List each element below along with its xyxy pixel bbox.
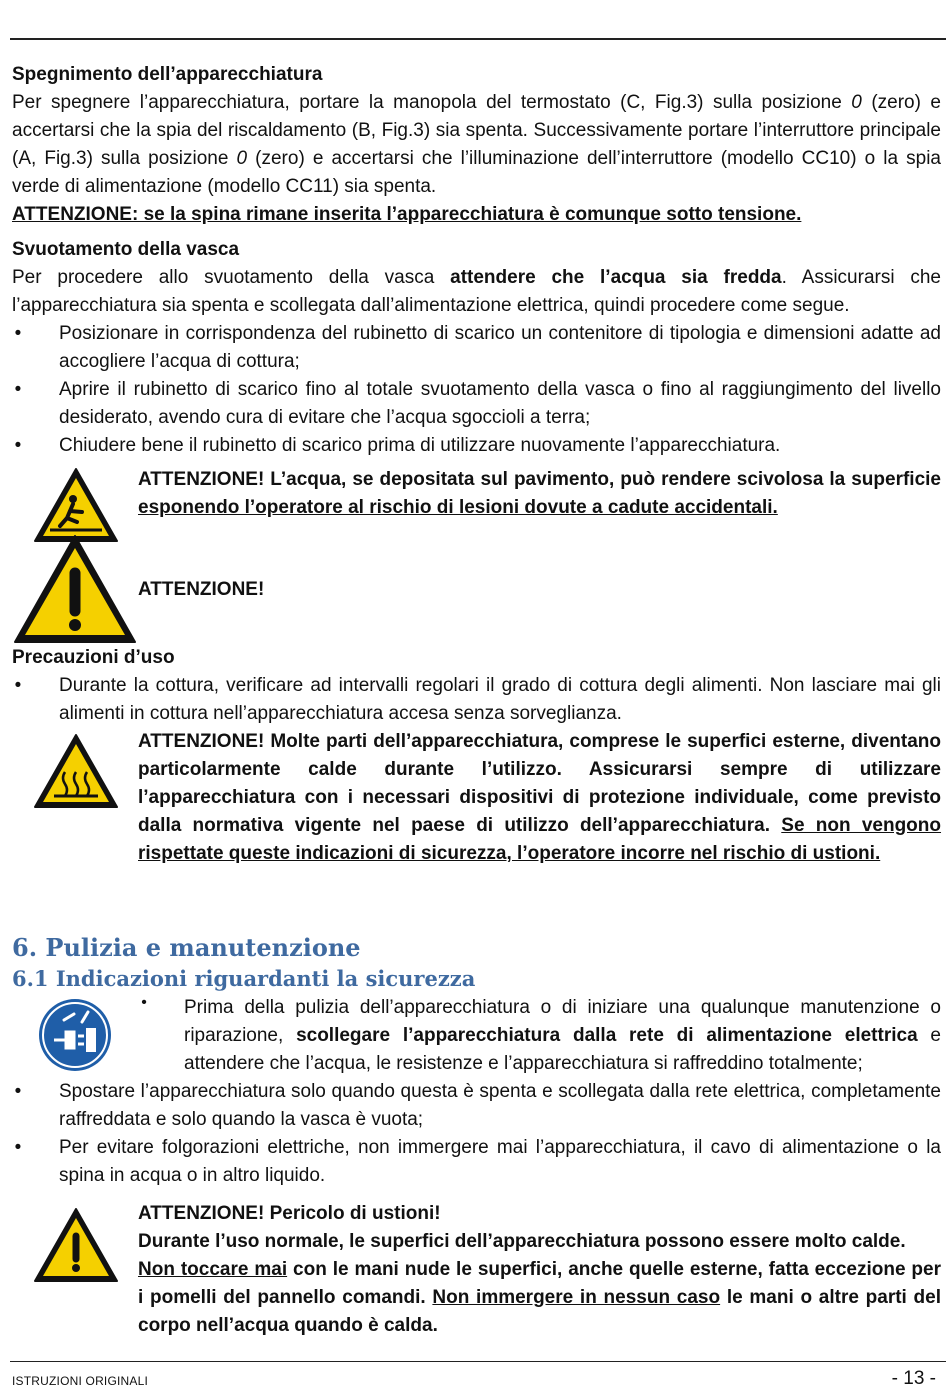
list-item: • Spostare l’apparecchiatura solo quando questa è spenta e scollegata dalla rete elettrica, completamente raffreddata e solo quando la vasca è vuota; bbox=[14, 1081, 941, 1130]
footer-label: ISTRUZIONI ORIGINALI bbox=[12, 1374, 149, 1388]
list-item: • Posizionare in corrispondenza del rubinetto di scarico un contenitore di tipologia e dimensioni adatte ad accogliere l’acqua di cottura; bbox=[14, 323, 941, 372]
warning-burn-line1: Durante l’uso normale, le superfici dell’apparecchiatura possono essere molto calde. bbox=[138, 1231, 906, 1252]
hot-surface-icon bbox=[32, 732, 120, 815]
warning-hot-row bbox=[12, 728, 941, 868]
general-warning-icon bbox=[12, 533, 138, 650]
list-item: • Chiudere bene il rubinetto di scarico prima di utilizzare nuovamente l’apparecchiatura. bbox=[14, 435, 781, 456]
paragraph-off: Per spegnere l’apparecchiatura, portare la manopola del termostato (C, Fig.3) sulla posizione 0 (zero) e accertarsi che la spia del riscaldamento (B, Fig.3) sia spenta. Successivamente portare l’interruttore principale (A, Fig.3) sulla posizione 0 (zero) e accertarsi che l’illuminazione dell’interruttore (modello CC10) o la spia verde di alimentazione (modello CC11) sia spenta. bbox=[12, 92, 941, 197]
section-title-off: Spegnimento dell’apparecchiatura bbox=[12, 64, 323, 85]
warning-burn-row bbox=[12, 1200, 941, 1340]
subsection-title: 6.1 Indicazioni riguardanti la sicurezza bbox=[12, 966, 476, 991]
disconnect-plug-icon bbox=[38, 998, 112, 1077]
list-item: • Per evitare folgorazioni elettriche, non immergere mai l’apparecchiatura, il cavo di alimentazione o la spina in acqua o in altro liquido. bbox=[14, 1137, 941, 1186]
header-rule bbox=[10, 38, 946, 40]
list-item: • Aprire il rubinetto di scarico fino al totale svuotamento della vasca o fino al raggiungimento del livello desiderato, avendo cura di evitare che l’acqua sgoccioli a terra; bbox=[14, 379, 941, 428]
page-number: - 13 - bbox=[891, 1368, 936, 1389]
warning-burn-body: Non toccare mai con le mani nude le superfici, anche quelle esterne, fatta eccezione per i pomelli del pannello comandi. Non immergere in nessun caso le mani o altre parti del corpo nell’acqua quando è calda. bbox=[138, 1259, 942, 1336]
list-item: • Durante la cottura, verificare ad intervalli regolari il grado di cottura degli alimenti. Non lasciare mai gli alimenti in cottura nell’apparecchiatura accesa senza sorveglianza. bbox=[14, 675, 941, 724]
warning-general-row bbox=[12, 536, 941, 644]
section-title-use: Precauzioni d’uso bbox=[12, 647, 175, 668]
warning-slip-row bbox=[12, 466, 941, 534]
warning-hot: ATTENZIONE! Molte parti dell’apparecchiatura, comprese le superfici esterne, diventano particolarmente calde durante l’utilizzo. Assicurarsi sempre di utilizzare l’apparecchiatura con i necessari dispositivi di protezione individuale, come previsto dalla normativa vigente nel paese di utilizzo dell’apparecchiatura. Se non vengono rispettate queste indicazioni di sicurezza, l’operatore incorre nel rischio di ustioni. bbox=[138, 731, 942, 864]
section-title-empty: Svuotamento della vasca bbox=[12, 239, 240, 260]
warning-voltage: ATTENZIONE: se la spina rimane inserita l’apparecchiatura è comunque sotto tensione. bbox=[12, 204, 802, 225]
footer-rule bbox=[10, 1361, 946, 1362]
warning-slip: ATTENZIONE! L’acqua, se depositata sul pavimento, può rendere scivolosa la superficie esponendo l’operatore al rischio di lesioni dovute a cadute accidentali. bbox=[138, 469, 941, 518]
warning-icon bbox=[32, 1206, 120, 1289]
list-item-disconnect: • Prima della pulizia dell’apparecchiatura o di iniziare una qualunque manutenzione o riparazione, scollegare l’apparecchiatura dalla rete di alimentazione elettrica e attendere che l’acqua, le resistenze e l’apparecchiatura si raffreddino totalmente; bbox=[12, 994, 941, 1078]
page-content bbox=[12, 61, 941, 1340]
chapter-title: 6. Pulizia e manutenzione bbox=[12, 933, 361, 962]
warning-burn-title: ATTENZIONE! Pericolo di ustioni! bbox=[138, 1203, 441, 1224]
paragraph-empty: Per procedere allo svuotamento della vasca attendere che l’acqua sia fredda. Assicurarsi che l’apparecchiatura sia spenta e scollegata dall’alimentazione elettrica, quindi procedere come segue. bbox=[12, 267, 941, 316]
warning-general: ATTENZIONE! bbox=[138, 579, 265, 600]
